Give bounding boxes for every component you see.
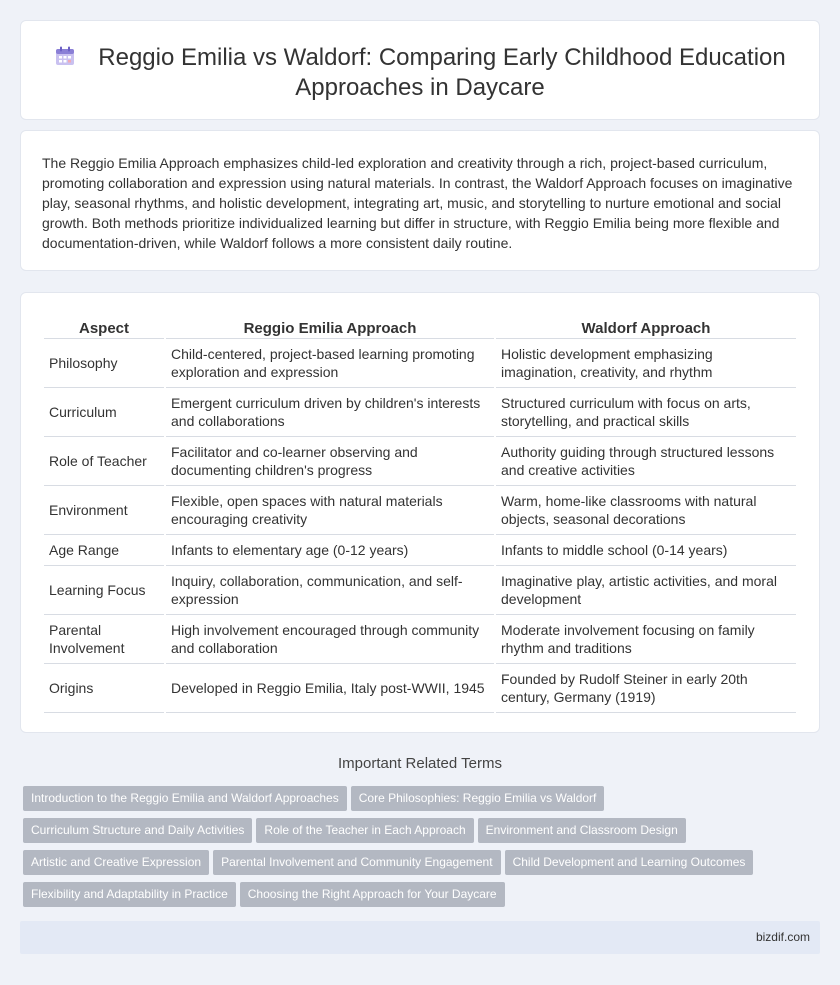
comparison-table-card xyxy=(20,292,820,733)
cell-waldorf: Founded by Rudolf Steiner in early 20th century, Germany (1919) xyxy=(496,664,796,713)
header-card xyxy=(20,20,820,120)
table-header-row xyxy=(44,315,796,339)
related-term-link[interactable]: Choosing the Right Approach for Your Daycare xyxy=(240,882,505,907)
intro-paragraph: The Reggio Emilia Approach emphasizes child-led exploration and creativity through a rich, project-based curriculum, promoting collaboration and expression using natural materials. In contrast, the Waldorf Approach focuses on imaginative play, seasonal rhythms, and holistic development, integrating art, music, and storytelling to nurture emotional and social growth. Both methods prioritize individualized learning but differ in structure, with Reggio Emilia being more flexible and documentation-driven, while Waldorf follows a more consistent daily routine. xyxy=(42,155,793,251)
tag-row xyxy=(23,850,823,882)
cell-aspect: Environment xyxy=(44,486,164,535)
related-term-link[interactable]: Flexibility and Adaptability in Practice xyxy=(23,882,236,907)
cell-waldorf: Warm, home-like classrooms with natural objects, seasonal decorations xyxy=(496,486,796,535)
cell-reggio: Child-centered, project-based learning promoting exploration and expression xyxy=(166,339,494,388)
table-row xyxy=(44,339,796,388)
cell-waldorf: Holistic development emphasizing imagination, creativity, and rhythm xyxy=(496,339,796,388)
cell-waldorf: Imaginative play, artistic activities, and moral development xyxy=(496,566,796,615)
comparison-table xyxy=(42,315,798,713)
tag-row xyxy=(23,882,823,914)
header-waldorf: Waldorf Approach xyxy=(496,315,796,339)
cell-waldorf: Infants to middle school (0-14 years) xyxy=(496,535,796,566)
cell-waldorf: Authority guiding through structured lessons and creative activities xyxy=(496,437,796,486)
table-row xyxy=(44,437,796,486)
related-term-link[interactable]: Core Philosophies: Reggio Emilia vs Waldorf xyxy=(351,786,605,811)
related-term-link[interactable]: Curriculum Structure and Daily Activities xyxy=(23,818,252,843)
site-name: bizdif.com xyxy=(755,930,810,944)
cell-reggio: Infants to elementary age (0-12 years) xyxy=(166,535,494,566)
cell-reggio: Inquiry, collaboration, communication, and self-expression xyxy=(166,566,494,615)
header-aspect: Aspect xyxy=(44,315,164,339)
table-row xyxy=(44,535,796,566)
cell-aspect: Curriculum xyxy=(44,388,164,437)
table-row xyxy=(44,664,796,713)
cell-reggio: Developed in Reggio Emilia, Italy post-WWII, 1945 xyxy=(166,664,494,713)
cell-waldorf: Moderate involvement focusing on family rhythm and traditions xyxy=(496,615,796,664)
related-term-link[interactable]: Artistic and Creative Expression xyxy=(23,850,209,875)
cell-aspect: Learning Focus xyxy=(44,566,164,615)
table-row xyxy=(44,486,796,535)
cell-reggio: Facilitator and co-learner observing and documenting children's progress xyxy=(166,437,494,486)
related-term-link[interactable]: Child Development and Learning Outcomes xyxy=(505,850,754,875)
tag-row xyxy=(23,818,823,850)
footer xyxy=(20,921,820,954)
cell-aspect: Origins xyxy=(44,664,164,713)
table-row xyxy=(44,566,796,615)
related-terms-title: Important Related Terms xyxy=(338,755,502,772)
table-row xyxy=(44,615,796,664)
cell-reggio: Flexible, open spaces with natural materials encouraging creativity xyxy=(166,486,494,535)
related-term-link[interactable]: Parental Involvement and Community Engagement xyxy=(213,850,500,875)
table-row xyxy=(44,388,796,437)
title-line-2: Approaches in Daycare xyxy=(295,74,545,101)
cell-aspect: Parental Involvement xyxy=(44,615,164,664)
cell-waldorf: Structured curriculum with focus on arts, storytelling, and practical skills xyxy=(496,388,796,437)
page-title xyxy=(21,43,819,103)
header-reggio: Reggio Emilia Approach xyxy=(166,315,494,339)
cell-reggio: High involvement encouraged through community and collaboration xyxy=(166,615,494,664)
related-term-link[interactable]: Introduction to the Reggio Emilia and Waldorf Approaches xyxy=(23,786,347,811)
intro-card xyxy=(20,130,820,271)
tag-row xyxy=(23,786,823,818)
cell-aspect: Role of Teacher xyxy=(44,437,164,486)
related-term-link[interactable]: Environment and Classroom Design xyxy=(478,818,686,843)
cell-aspect: Philosophy xyxy=(44,339,164,388)
cell-aspect: Age Range xyxy=(44,535,164,566)
calendar-icon xyxy=(54,45,76,67)
cell-reggio: Emergent curriculum driven by children's interests and collaborations xyxy=(166,388,494,437)
title-line-1: Reggio Emilia vs Waldorf: Comparing Early Childhood Education xyxy=(98,44,786,71)
related-term-link[interactable]: Role of the Teacher in Each Approach xyxy=(256,818,473,843)
related-terms-list xyxy=(23,786,823,914)
